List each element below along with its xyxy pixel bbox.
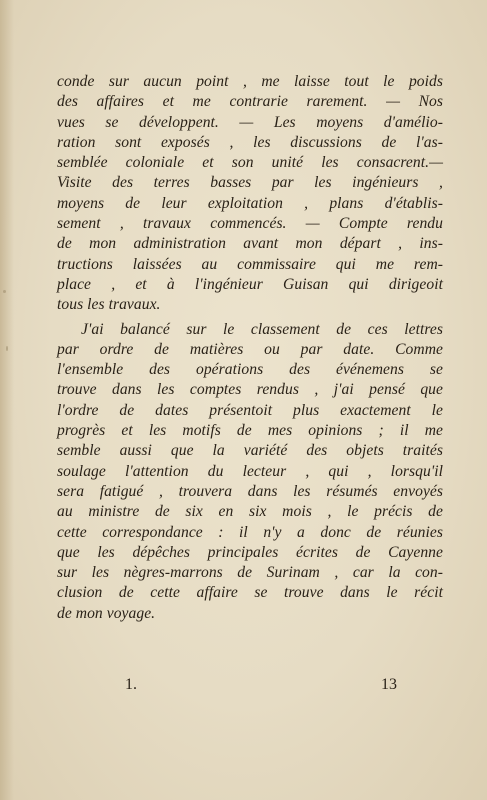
body-text [57, 72, 443, 624]
text-line: l'ordre de dates présentoit plus exactement le [57, 401, 443, 419]
text-line: sement , travaux commencés. — Compte rendu [57, 215, 443, 233]
text-line: semble aussi que la variété des objets traités [57, 442, 443, 460]
page-number: 13 [381, 676, 397, 693]
text-line: de mon administration avant mon départ , ins- [57, 235, 443, 253]
paper-stain [3, 290, 6, 293]
text-line: sera fatigué , trouvera dans les résumés envoyés [57, 482, 443, 500]
text-line: progrès et les motifs de mes opinions ; il me [57, 422, 443, 440]
text-line: par ordre de matières ou par date. Comme [57, 340, 443, 358]
text-line: sur les nègres-marrons de Surinam , car la con- [57, 564, 443, 582]
paragraph-1 [57, 72, 443, 316]
text-line: vues se développent. — Les moyens d'amélio- [57, 113, 443, 131]
text-line: moyens de leur exploitation , plans d'établis- [57, 194, 443, 212]
text-line: semblée coloniale et son unité les consacrent.— [57, 154, 443, 172]
text-line: des affaires et me contrarie rarement. — Nos [57, 93, 443, 111]
signature-mark: 1. [125, 676, 137, 693]
text-line: trouve dans les comptes rendus , j'ai pensé que [57, 381, 443, 399]
page-footer [0, 676, 487, 700]
text-line: l'ensemble des opérations des événemens se [57, 361, 443, 379]
paper-stain [6, 346, 8, 351]
text-line: clusion de cette affaire se trouve dans le récit [57, 584, 443, 602]
text-line: au ministre de six en six mois , le précis de [57, 503, 443, 521]
text-line: J'ai balancé sur le classement de ces lettres [81, 320, 443, 338]
text-line: de mon voyage. [57, 604, 156, 622]
text-line: place , et à l'ingénieur Guisan qui dirigeoit [57, 275, 443, 293]
text-line: tous les travaux. [57, 296, 161, 314]
text-line: conde sur aucun point , me laisse tout le poids [57, 73, 443, 90]
text-line: ration sont exposés , les discussions de l'as- [57, 133, 443, 151]
paragraph-2 [57, 320, 443, 624]
text-line: tructions laissées au commissaire qui me rem- [57, 255, 443, 273]
text-line: soulage l'attention du lecteur , qui , lorsqu'il [57, 462, 443, 480]
text-line: que les dépêches principales écrites de Cayenne [57, 543, 443, 561]
text-line: cette correspondance : il n'y a donc de réunies [57, 523, 443, 541]
text-line: Visite des terres basses par les ingénieurs , [57, 174, 443, 192]
